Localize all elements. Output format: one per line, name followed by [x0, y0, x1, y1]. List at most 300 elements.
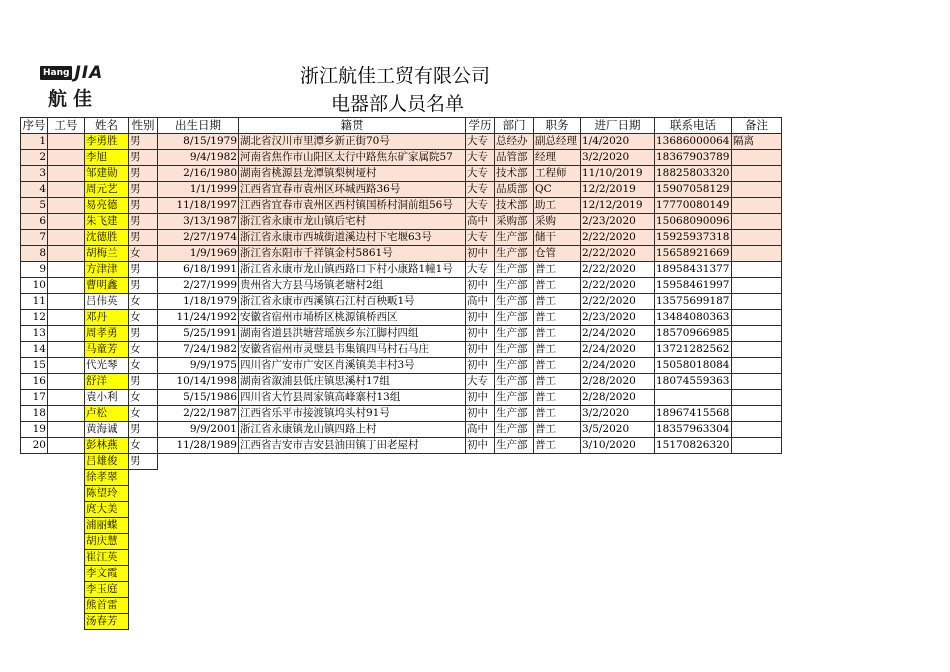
table-row: [21, 246, 782, 262]
col-header-name: 姓名: [85, 118, 129, 134]
row-number: 8: [21, 246, 48, 262]
row-note: [732, 246, 782, 262]
extra-name: 徐孝翠: [85, 470, 129, 486]
row-name: 舒洋: [85, 374, 129, 390]
empty-cell: [732, 582, 782, 598]
empty-cell: [466, 454, 495, 470]
empty-cell: [581, 550, 655, 566]
row-sex: 男: [129, 182, 158, 198]
empty-cell: [239, 582, 466, 598]
table-row: [21, 390, 782, 406]
empty-cell: [21, 582, 48, 598]
row-phone: 13484080363: [655, 310, 732, 326]
row-name: 黄海诚: [85, 422, 129, 438]
row-join-date: 2/28/2020: [581, 390, 655, 406]
row-employee-id: [48, 214, 85, 230]
col-header-post: 职务: [534, 118, 581, 134]
row-birth-date: 9/4/1982: [158, 150, 239, 166]
row-join-date: 2/22/2020: [581, 278, 655, 294]
row-origin: 河南省焦作市山阳区太行中路焦东矿家属院57: [239, 150, 466, 166]
row-number: 16: [21, 374, 48, 390]
col-header-join: 进厂日期: [581, 118, 655, 134]
row-employee-id: [48, 134, 85, 150]
row-birth-date: 5/15/1986: [158, 390, 239, 406]
extra-name: 熊首雷: [85, 598, 129, 614]
row-department: 生产部: [495, 406, 534, 422]
empty-cell: [21, 486, 48, 502]
empty-cell: [48, 454, 85, 470]
table-row: [21, 438, 782, 454]
row-name: 袁小利: [85, 390, 129, 406]
row-phone: [655, 390, 732, 406]
row-name: 邓丹: [85, 310, 129, 326]
row-number: 1: [21, 134, 48, 150]
extra-name: 吕雄俊: [85, 454, 129, 470]
empty-cell: [495, 486, 534, 502]
row-employee-id: [48, 406, 85, 422]
row-sex: 男: [129, 422, 158, 438]
empty-cell: [732, 454, 782, 470]
row-sex: 女: [129, 406, 158, 422]
row-name: 代光琴: [85, 358, 129, 374]
row-note: [732, 422, 782, 438]
empty-cell: [239, 470, 466, 486]
empty-cell: [158, 550, 239, 566]
row-note: [732, 150, 782, 166]
row-sex: 女: [129, 358, 158, 374]
row-number: 14: [21, 342, 48, 358]
row-sex: 男: [129, 150, 158, 166]
row-name: 马童芳: [85, 342, 129, 358]
empty-cell: [48, 582, 85, 598]
col-header-no: 序号: [22, 118, 46, 132]
row-birth-date: 10/14/1998: [158, 374, 239, 390]
empty-cell: [655, 518, 732, 534]
empty-cell: [158, 454, 239, 470]
empty-cell: [48, 518, 85, 534]
row-education: 高中: [466, 422, 495, 438]
row-origin: 安徽省宿州市灵璧县韦集镇四马村石马庄: [239, 342, 466, 358]
row-education: 初中: [466, 246, 495, 262]
empty-cell: [158, 598, 239, 614]
empty-cell: [239, 486, 466, 502]
row-sex: 男: [129, 326, 158, 342]
row-education: 初中: [466, 326, 495, 342]
row-department: 生产部: [495, 310, 534, 326]
row-number: 15: [21, 358, 48, 374]
row-department: 生产部: [495, 422, 534, 438]
row-education: 初中: [466, 310, 495, 326]
row-department: 技术部: [495, 198, 534, 214]
table-row: [21, 182, 782, 198]
row-education: 初中: [466, 358, 495, 374]
row-birth-date: 11/28/1989: [158, 438, 239, 454]
row-join-date: 2/22/2020: [581, 262, 655, 278]
table-row: [21, 150, 782, 166]
empty-cell: [239, 614, 466, 630]
empty-cell: [21, 502, 48, 518]
row-employee-id: [48, 326, 85, 342]
empty-cell: [21, 614, 48, 630]
empty-cell: [534, 470, 581, 486]
row-birth-date: 6/18/1991: [158, 262, 239, 278]
extra-row: [21, 518, 782, 534]
row-phone: 15925937318: [655, 230, 732, 246]
row-join-date: 3/10/2020: [581, 438, 655, 454]
empty-cell: [534, 502, 581, 518]
empty-cell: [48, 614, 85, 630]
row-note: [732, 198, 782, 214]
row-join-date: 12/12/2019: [581, 198, 655, 214]
row-phone: 17770080149: [655, 198, 732, 214]
row-sex: 男: [129, 374, 158, 390]
empty-cell: [21, 598, 48, 614]
row-phone: 13575699187: [655, 294, 732, 310]
row-position: 普工: [534, 438, 581, 454]
empty-cell: [239, 534, 466, 550]
row-phone: 18357963304: [655, 422, 732, 438]
empty-cell: [239, 454, 466, 470]
extra-row: [21, 470, 782, 486]
empty-cell: [21, 470, 48, 486]
col-header-note: 备注: [732, 118, 782, 134]
extra-sex: [129, 502, 158, 518]
row-sex: 男: [129, 166, 158, 182]
extra-sex: 男: [129, 454, 158, 470]
empty-cell: [534, 486, 581, 502]
row-join-date: 2/24/2020: [581, 342, 655, 358]
row-note: [732, 278, 782, 294]
row-birth-date: 2/16/1980: [158, 166, 239, 182]
row-birth-date: 2/27/1999: [158, 278, 239, 294]
row-origin: 湖南省溆浦县低庄镇思溪村17组: [239, 374, 466, 390]
row-phone: 18074559363: [655, 374, 732, 390]
row-department: 总经办: [495, 134, 534, 150]
row-origin: 浙江省永康市西溪镇石江村百秧畈1号: [239, 294, 466, 310]
empty-cell: [581, 614, 655, 630]
row-birth-date: 11/18/1997: [158, 198, 239, 214]
row-position: 工程师: [534, 166, 581, 182]
row-name: 胡梅兰: [85, 246, 129, 262]
row-phone: 18367903789: [655, 150, 732, 166]
row-employee-id: [48, 278, 85, 294]
row-position: 普工: [534, 310, 581, 326]
empty-cell: [239, 566, 466, 582]
extra-name: 汤春芳: [85, 614, 129, 630]
row-join-date: 2/22/2020: [581, 294, 655, 310]
extra-sex: [129, 566, 158, 582]
row-note: [732, 390, 782, 406]
row-position: 普工: [534, 278, 581, 294]
empty-cell: [495, 534, 534, 550]
row-origin: 浙江省永康市西城街道溪边村下宅堰63号: [239, 230, 466, 246]
row-education: 大专: [466, 134, 495, 150]
row-department: 生产部: [495, 246, 534, 262]
empty-cell: [158, 566, 239, 582]
row-birth-date: 9/9/1975: [158, 358, 239, 374]
row-origin: 江西省吉安市吉安县油田镇丁田老屋村: [239, 438, 466, 454]
header-row: [21, 118, 782, 134]
row-name: 沈德胜: [85, 230, 129, 246]
table-row: [21, 422, 782, 438]
row-origin: 浙江省永康市龙山镇西路口下村小康路1幢1号: [239, 262, 466, 278]
row-number: 3: [21, 166, 48, 182]
empty-cell: [495, 598, 534, 614]
row-origin: 湖南省道县洪塘营瑶族乡东江脚村四组: [239, 326, 466, 342]
row-birth-date: 7/24/1982: [158, 342, 239, 358]
row-origin: 湖北省汉川市里潭乡新正街70号: [239, 134, 466, 150]
row-sex: 男: [129, 198, 158, 214]
row-employee-id: [48, 182, 85, 198]
row-department: 品管部: [495, 150, 534, 166]
extra-sex: [129, 534, 158, 550]
row-note: [732, 406, 782, 422]
row-note: [732, 230, 782, 246]
empty-cell: [495, 502, 534, 518]
empty-cell: [239, 598, 466, 614]
row-sex: 女: [129, 342, 158, 358]
empty-cell: [239, 502, 466, 518]
row-birth-date: 2/27/1974: [158, 230, 239, 246]
row-birth-date: 9/9/2001: [158, 422, 239, 438]
empty-cell: [495, 614, 534, 630]
row-join-date: 11/10/2019: [581, 166, 655, 182]
empty-cell: [158, 470, 239, 486]
col-header-edu: 学历: [466, 118, 495, 134]
extra-row: [21, 582, 782, 598]
row-origin: 江西省宜春市袁州区环城西路36号: [239, 182, 466, 198]
empty-cell: [581, 470, 655, 486]
empty-cell: [48, 534, 85, 550]
row-sex: 女: [129, 294, 158, 310]
row-note: [732, 326, 782, 342]
empty-cell: [21, 550, 48, 566]
logo-cn-text: 航佳: [48, 88, 99, 110]
empty-cell: [48, 470, 85, 486]
table-row: [21, 406, 782, 422]
extra-sex: [129, 598, 158, 614]
empty-cell: [158, 502, 239, 518]
row-birth-date: 1/9/1969: [158, 246, 239, 262]
row-number: 9: [21, 262, 48, 278]
empty-cell: [655, 486, 732, 502]
row-employee-id: [48, 166, 85, 182]
row-employee-id: [48, 358, 85, 374]
empty-cell: [21, 566, 48, 582]
staff-table: [20, 117, 782, 630]
row-birth-date: 1/1/1999: [158, 182, 239, 198]
table-row: [21, 310, 782, 326]
row-position: 普工: [534, 342, 581, 358]
row-number: 5: [21, 198, 48, 214]
row-birth-date: 8/15/1979: [158, 134, 239, 150]
row-note: [732, 182, 782, 198]
row-education: 大专: [466, 230, 495, 246]
row-birth-date: 5/25/1991: [158, 326, 239, 342]
row-phone: 15658921669: [655, 246, 732, 262]
row-note: [732, 166, 782, 182]
extra-sex: [129, 582, 158, 598]
document-title: 电器部人员名单: [331, 93, 465, 115]
empty-cell: [239, 550, 466, 566]
extra-name: 崔江英: [85, 550, 129, 566]
row-position: 储干: [534, 230, 581, 246]
row-position: 经理: [534, 150, 581, 166]
extra-sex: [129, 550, 158, 566]
row-phone: 15958461997: [655, 278, 732, 294]
row-origin: 贵州省大方县马场镇老塘村2组: [239, 278, 466, 294]
row-origin: 江西省乐平市接渡镇坞头村91号: [239, 406, 466, 422]
row-join-date: 3/2/2020: [581, 150, 655, 166]
row-department: 生产部: [495, 278, 534, 294]
row-note: [732, 214, 782, 230]
row-phone: 15907058129: [655, 182, 732, 198]
empty-cell: [48, 502, 85, 518]
row-join-date: 2/22/2020: [581, 230, 655, 246]
row-join-date: 3/2/2020: [581, 406, 655, 422]
row-origin: 四川省大竹县周家镇高峰寨村13组: [239, 390, 466, 406]
row-note: [732, 358, 782, 374]
table-row: [21, 134, 782, 150]
empty-cell: [732, 534, 782, 550]
col-header-id: 工号: [48, 118, 85, 134]
row-department: 生产部: [495, 230, 534, 246]
row-employee-id: [48, 198, 85, 214]
row-phone: 15068090096: [655, 214, 732, 230]
row-note: [732, 438, 782, 454]
empty-cell: [534, 550, 581, 566]
row-phone: 18825803320: [655, 166, 732, 182]
row-name: 卢松: [85, 406, 129, 422]
empty-cell: [581, 454, 655, 470]
table-row: [21, 342, 782, 358]
empty-cell: [158, 582, 239, 598]
col-header-phone: 联系电话: [655, 118, 732, 134]
row-department: 品质部: [495, 182, 534, 198]
row-note: 隔离: [732, 134, 782, 150]
row-birth-date: 2/22/1987: [158, 406, 239, 422]
row-number: 6: [21, 214, 48, 230]
row-position: 副总经理: [534, 134, 581, 150]
row-sex: 女: [129, 246, 158, 262]
empty-cell: [534, 582, 581, 598]
empty-cell: [581, 598, 655, 614]
row-position: 普工: [534, 326, 581, 342]
logo-hang-text: Hang: [40, 66, 72, 80]
empty-cell: [48, 566, 85, 582]
table-row: [21, 262, 782, 278]
row-join-date: 2/28/2020: [581, 374, 655, 390]
extra-row: [21, 502, 782, 518]
extra-sex: [129, 470, 158, 486]
empty-cell: [655, 454, 732, 470]
empty-cell: [581, 518, 655, 534]
row-department: 生产部: [495, 438, 534, 454]
row-birth-date: 11/24/1992: [158, 310, 239, 326]
empty-cell: [495, 454, 534, 470]
row-name: 邹建勋: [85, 166, 129, 182]
empty-cell: [48, 486, 85, 502]
row-department: 生产部: [495, 262, 534, 278]
empty-cell: [239, 518, 466, 534]
row-employee-id: [48, 150, 85, 166]
row-position: 助工: [534, 198, 581, 214]
row-name: 周孝勇: [85, 326, 129, 342]
row-phone: 15170826320: [655, 438, 732, 454]
row-number: 20: [21, 438, 48, 454]
row-join-date: 2/23/2020: [581, 310, 655, 326]
empty-cell: [732, 614, 782, 630]
table-row: [21, 374, 782, 390]
row-sex: 男: [129, 134, 158, 150]
row-employee-id: [48, 246, 85, 262]
empty-cell: [21, 518, 48, 534]
extra-sex: [129, 518, 158, 534]
row-name: 易亮德: [85, 198, 129, 214]
row-employee-id: [48, 262, 85, 278]
row-employee-id: [48, 230, 85, 246]
row-origin: 湖南省桃源县龙潭镇梨树垭村: [239, 166, 466, 182]
row-join-date: 2/22/2020: [581, 246, 655, 262]
col-header-birth: 出生日期: [158, 118, 239, 134]
row-employee-id: [48, 374, 85, 390]
row-position: 普工: [534, 390, 581, 406]
empty-cell: [534, 598, 581, 614]
extra-name: 浦丽蝶: [85, 518, 129, 534]
row-position: 普工: [534, 262, 581, 278]
row-phone: 13721282562: [655, 342, 732, 358]
row-education: 高中: [466, 294, 495, 310]
empty-cell: [495, 518, 534, 534]
row-phone: 18570966985: [655, 326, 732, 342]
row-education: 初中: [466, 278, 495, 294]
row-position: 普工: [534, 294, 581, 310]
extra-row: [21, 454, 782, 470]
empty-cell: [495, 550, 534, 566]
empty-cell: [732, 486, 782, 502]
row-education: 大专: [466, 150, 495, 166]
row-note: [732, 342, 782, 358]
empty-cell: [495, 566, 534, 582]
row-origin: 四川省广安市广安区肖溪镇美丰村3号: [239, 358, 466, 374]
row-department: 生产部: [495, 294, 534, 310]
row-join-date: 2/24/2020: [581, 326, 655, 342]
empty-cell: [655, 614, 732, 630]
row-number: 18: [21, 406, 48, 422]
table-row: [21, 358, 782, 374]
empty-cell: [534, 614, 581, 630]
empty-cell: [581, 486, 655, 502]
empty-cell: [466, 470, 495, 486]
row-phone: 18967415568: [655, 406, 732, 422]
row-education: 大专: [466, 182, 495, 198]
row-employee-id: [48, 438, 85, 454]
extra-name: 陈望玲: [85, 486, 129, 502]
empty-cell: [655, 502, 732, 518]
row-department: 生产部: [495, 374, 534, 390]
row-join-date: 3/5/2020: [581, 422, 655, 438]
row-origin: 安徽省宿州市埇桥区桃源镇桥西区: [239, 310, 466, 326]
empty-cell: [466, 534, 495, 550]
extra-name: 庹大美: [85, 502, 129, 518]
empty-cell: [158, 518, 239, 534]
row-note: [732, 262, 782, 278]
row-origin: 江西省宜春市袁州区西村镇国桥村洞前组56号: [239, 198, 466, 214]
empty-cell: [466, 502, 495, 518]
extra-sex: [129, 486, 158, 502]
row-number: 11: [21, 294, 48, 310]
table-row: [21, 214, 782, 230]
